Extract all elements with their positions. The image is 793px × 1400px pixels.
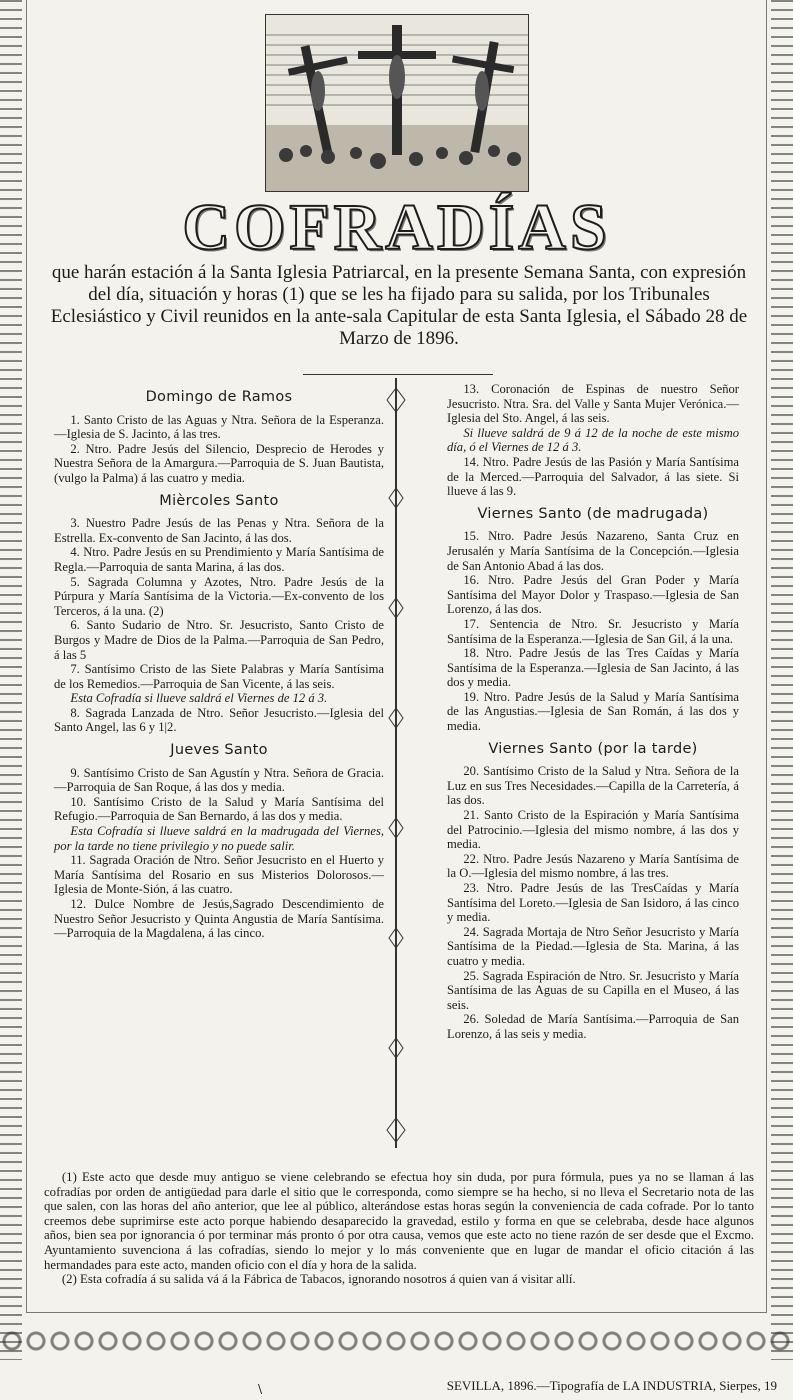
printer-imprint: SEVILLA, 1896.—Tipografía de LA INDUSTRIA, Sierpes, 19 — [446, 1378, 777, 1393]
list-item: 14. Ntro. Padre Jesús de las Pasión y María Santísima de la Merced.—Parroquia del Salvador, á las siete. Si llueve á las 9. — [447, 454, 739, 499]
footnote-2: (2) Esta cofradía á su salida vá á la Fábrica de Tabacos, ignorando nosotros á quien van á visitar allí. — [61, 1272, 576, 1287]
list-item: 20. Santísimo Cristo de la Salud y Ntra. Señora de la Luz en sus Tres Necesidades.—Capilla de la Carretería, á las dos. — [447, 764, 739, 808]
heading-viernes-madrugada: Viernes Santo (de madrugada) — [477, 505, 709, 522]
rain-note: Si llueve saldrá de 9 á 12 de la noche de este mismo día, ó el Viernes de 12 á 3. — [447, 425, 739, 455]
list-item: 18. Ntro. Padre Jesús de las Tres Caídas y María Santísima de la Esperanza.—Iglesia de San Jacinto, á las dos y media. — [447, 646, 739, 690]
list-item: 5. Sagrada Columna y Azotes, Ntro. Padre Jesús de la Púrpura y María Santísima de la Victoria.—Ex-convento de los Terceros, á la una. (2) — [54, 574, 384, 618]
heading-miercoles-santo: Mièrcoles Santo — [159, 492, 279, 509]
list-item: 15. Ntro. Padre Jesús Nazareno, Santa Cruz en Jerusalén y María Santísima de la Concepción.—Iglesia de San Antonio Abad á las dos. — [447, 529, 739, 573]
center-ornament-divider — [383, 378, 409, 1148]
list-item: 24. Sagrada Mortaja de Ntro Señor Jesucristo y María Santísima de la Piedad.—Iglesia de Sta. Marina, á las cuatro y media. — [447, 924, 739, 968]
list-item: 4. Ntro. Padre Jesús en su Prendimiento y María Santísima de Regla.—Parroquia de santa Marina, á las dos. — [54, 545, 384, 574]
page-title: COFRADÍAS — [182, 191, 611, 264]
divider-rule — [303, 374, 493, 375]
list-item: 22. Ntro. Padre Jesús Nazareno y María Santísima de la O.—Iglesia del mismo nombre, á las tres. — [447, 851, 739, 881]
list-item: 25. Sagrada Espiración de Ntro. Sr. Jesucristo y María Santísima de las Aguas de su Capilla en el Museo, á las seis. — [447, 968, 739, 1012]
list-item: 7. Santísimo Cristo de las Siete Palabras y María Santísima de los Remedios.—Parroquia de San Vicente, á las seis. — [54, 662, 384, 691]
list-item: 8. Sagrada Lanzada de Ntro. Señor Jesucristo.—Iglesia del Santo Angel, las 6 y 1|2. — [54, 705, 384, 735]
list-item: 10. Santísimo Cristo de la Salud y María Santísima del Refugio.—Parroquia de San Bernardo, á las dos y media. — [54, 794, 384, 824]
footnote-1: (1) Este acto que desde muy antiguo se viene celebrando se efectua hoy sin duda, por pura fórmula, pues ya no se llaman á las cofradías por orden de antigüedad para darle el sitio que le corresponda, como siempre se ha hecho, si no lleva el Secretario nota de las que salen, con las horas del año anterior, que lee al público, alterándose estas horas según la conveniencia de cada cofrade. Por lo tanto creemos debe suprimirse este acto porque habiendo desaparecido la gravedad, estilo y forma en que se celebraba, desde hace algunos años, bien sea por ignorancia ó por terminar más pronto ó por otra causa, vemos que este acto no tiene razón de ser desde que el Excmo. Ayuntamiento suvenciona á las cofradías, siendo lo mejor y lo más conveniente que en lugar de mandar el oficio citación á las hermandades para este acto, manden oficio con el día y hora de la salida. — [44, 1170, 754, 1272]
stray-mark: \ — [258, 1382, 263, 1396]
rain-note: Esta Cofradía si llueve saldrá el Viernes de 12 á 3. — [70, 691, 328, 706]
footnotes — [44, 1170, 754, 1287]
list-item: 6. Santo Sudario de Ntro. Sr. Jesucristo, Santo Cristo de Burgos y Madre de Dios de la Palma.—Parroquia de San Pedro, á las 5 — [54, 618, 384, 662]
list-item: 19. Ntro. Padre Jesús de la Salud y María Santísima de las Angustias.—Iglesia de San Román, á las dos y media. — [447, 689, 739, 734]
list-item: 12. Dulce Nombre de Jesús,Sagrado Descendimiento de Nuestro Señor Jesucristo y Quinta Angustia de María Santísima.—Parroquia de la Magdalena, á las cinco. — [54, 897, 384, 941]
crucifixion-engraving — [265, 14, 529, 192]
heading-viernes-tarde: Viernes Santo (por la tarde) — [488, 740, 698, 757]
list-item: 1. Santo Cristo de las Aguas y Ntra. Señora de la Esperanza.—Iglesia de S. Jacinto, á las tres. — [54, 412, 384, 442]
list-item: 2. Ntro. Padre Jesús del Silencio, Desprecio de Herodes y Nuestra Señora de la Amargura.—Parroquia de S. Juan Bautista, (vulgo la Palma) á las cuatro y media. — [54, 441, 384, 485]
list-item: 13. Coronación de Espinas de nuestro Señor Jesucristo. Ntra. Sra. del Valle y Santa Mujer Verónica.—Iglesia del Sto. Angel, á las seis. — [447, 382, 739, 426]
list-item: 9. Santísimo Cristo de San Agustín y Ntra. Señora de Gracia.—Parroquia de San Roque, á las dos y media. — [54, 765, 384, 795]
intro-paragraph: que harán estación á la Santa Iglesia Patriarcal, en la presente Semana Santa, con expresión del día, situación y horas (1) que se les ha fijado para su salida, por los Tribunales Eclesiástico y Civil reunidos en la ante-sala Capitular de esta Santa Iglesia, el Sábado 28 de Marzo de 1896. — [50, 262, 748, 349]
heading-jueves-santo: Jueves Santo — [170, 742, 268, 759]
bottom-ornamental-border — [0, 1318, 793, 1364]
list-item: 3. Nuestro Padre Jesús de las Penas y Ntra. Señora de la Estrella. Ex-convento de San Jacinto, á las dos. — [54, 516, 384, 545]
rain-note: Esta Cofradía si llueve saldrá en la madrugada del Viernes, por la tarde no tiene privilegio y no puede salir. — [54, 824, 384, 853]
left-column — [54, 382, 384, 941]
list-item: 11. Sagrada Oración de Ntro. Señor Jesucristo en el Huerto y María Santísima del Rosario en sus Misterios Dolorosos.—Iglesia de Monte-Sión, á las cuatro. — [54, 853, 384, 897]
list-item: 17. Sentencia de Ntro. Sr. Jesucristo y María Santísima de la Esperanza.—Iglesia de San Gil, á la una. — [447, 616, 739, 646]
list-item: 16. Ntro. Padre Jesús del Gran Poder y María Santísima del Mayor Dolor y Traspaso.—Iglesia de San Lorenzo, á las dos. — [447, 573, 739, 617]
list-item: 26. Soledad de María Santísima.—Parroquia de San Lorenzo, á las seis y media. — [447, 1012, 739, 1041]
right-column — [447, 382, 739, 1042]
heading-domingo-de-ramos: Domingo de Ramos — [145, 389, 293, 405]
list-item: 21. Santo Cristo de la Espiración y María Santísima del Patrocinio.—Iglesia del mismo nombre, á las dos y media. — [447, 808, 739, 852]
list-item: 23. Ntro. Padre Jesús de las TresCaídas y María Santísima del Loreto.—Iglesia de San Isidoro, á las cinco y media. — [447, 881, 739, 925]
